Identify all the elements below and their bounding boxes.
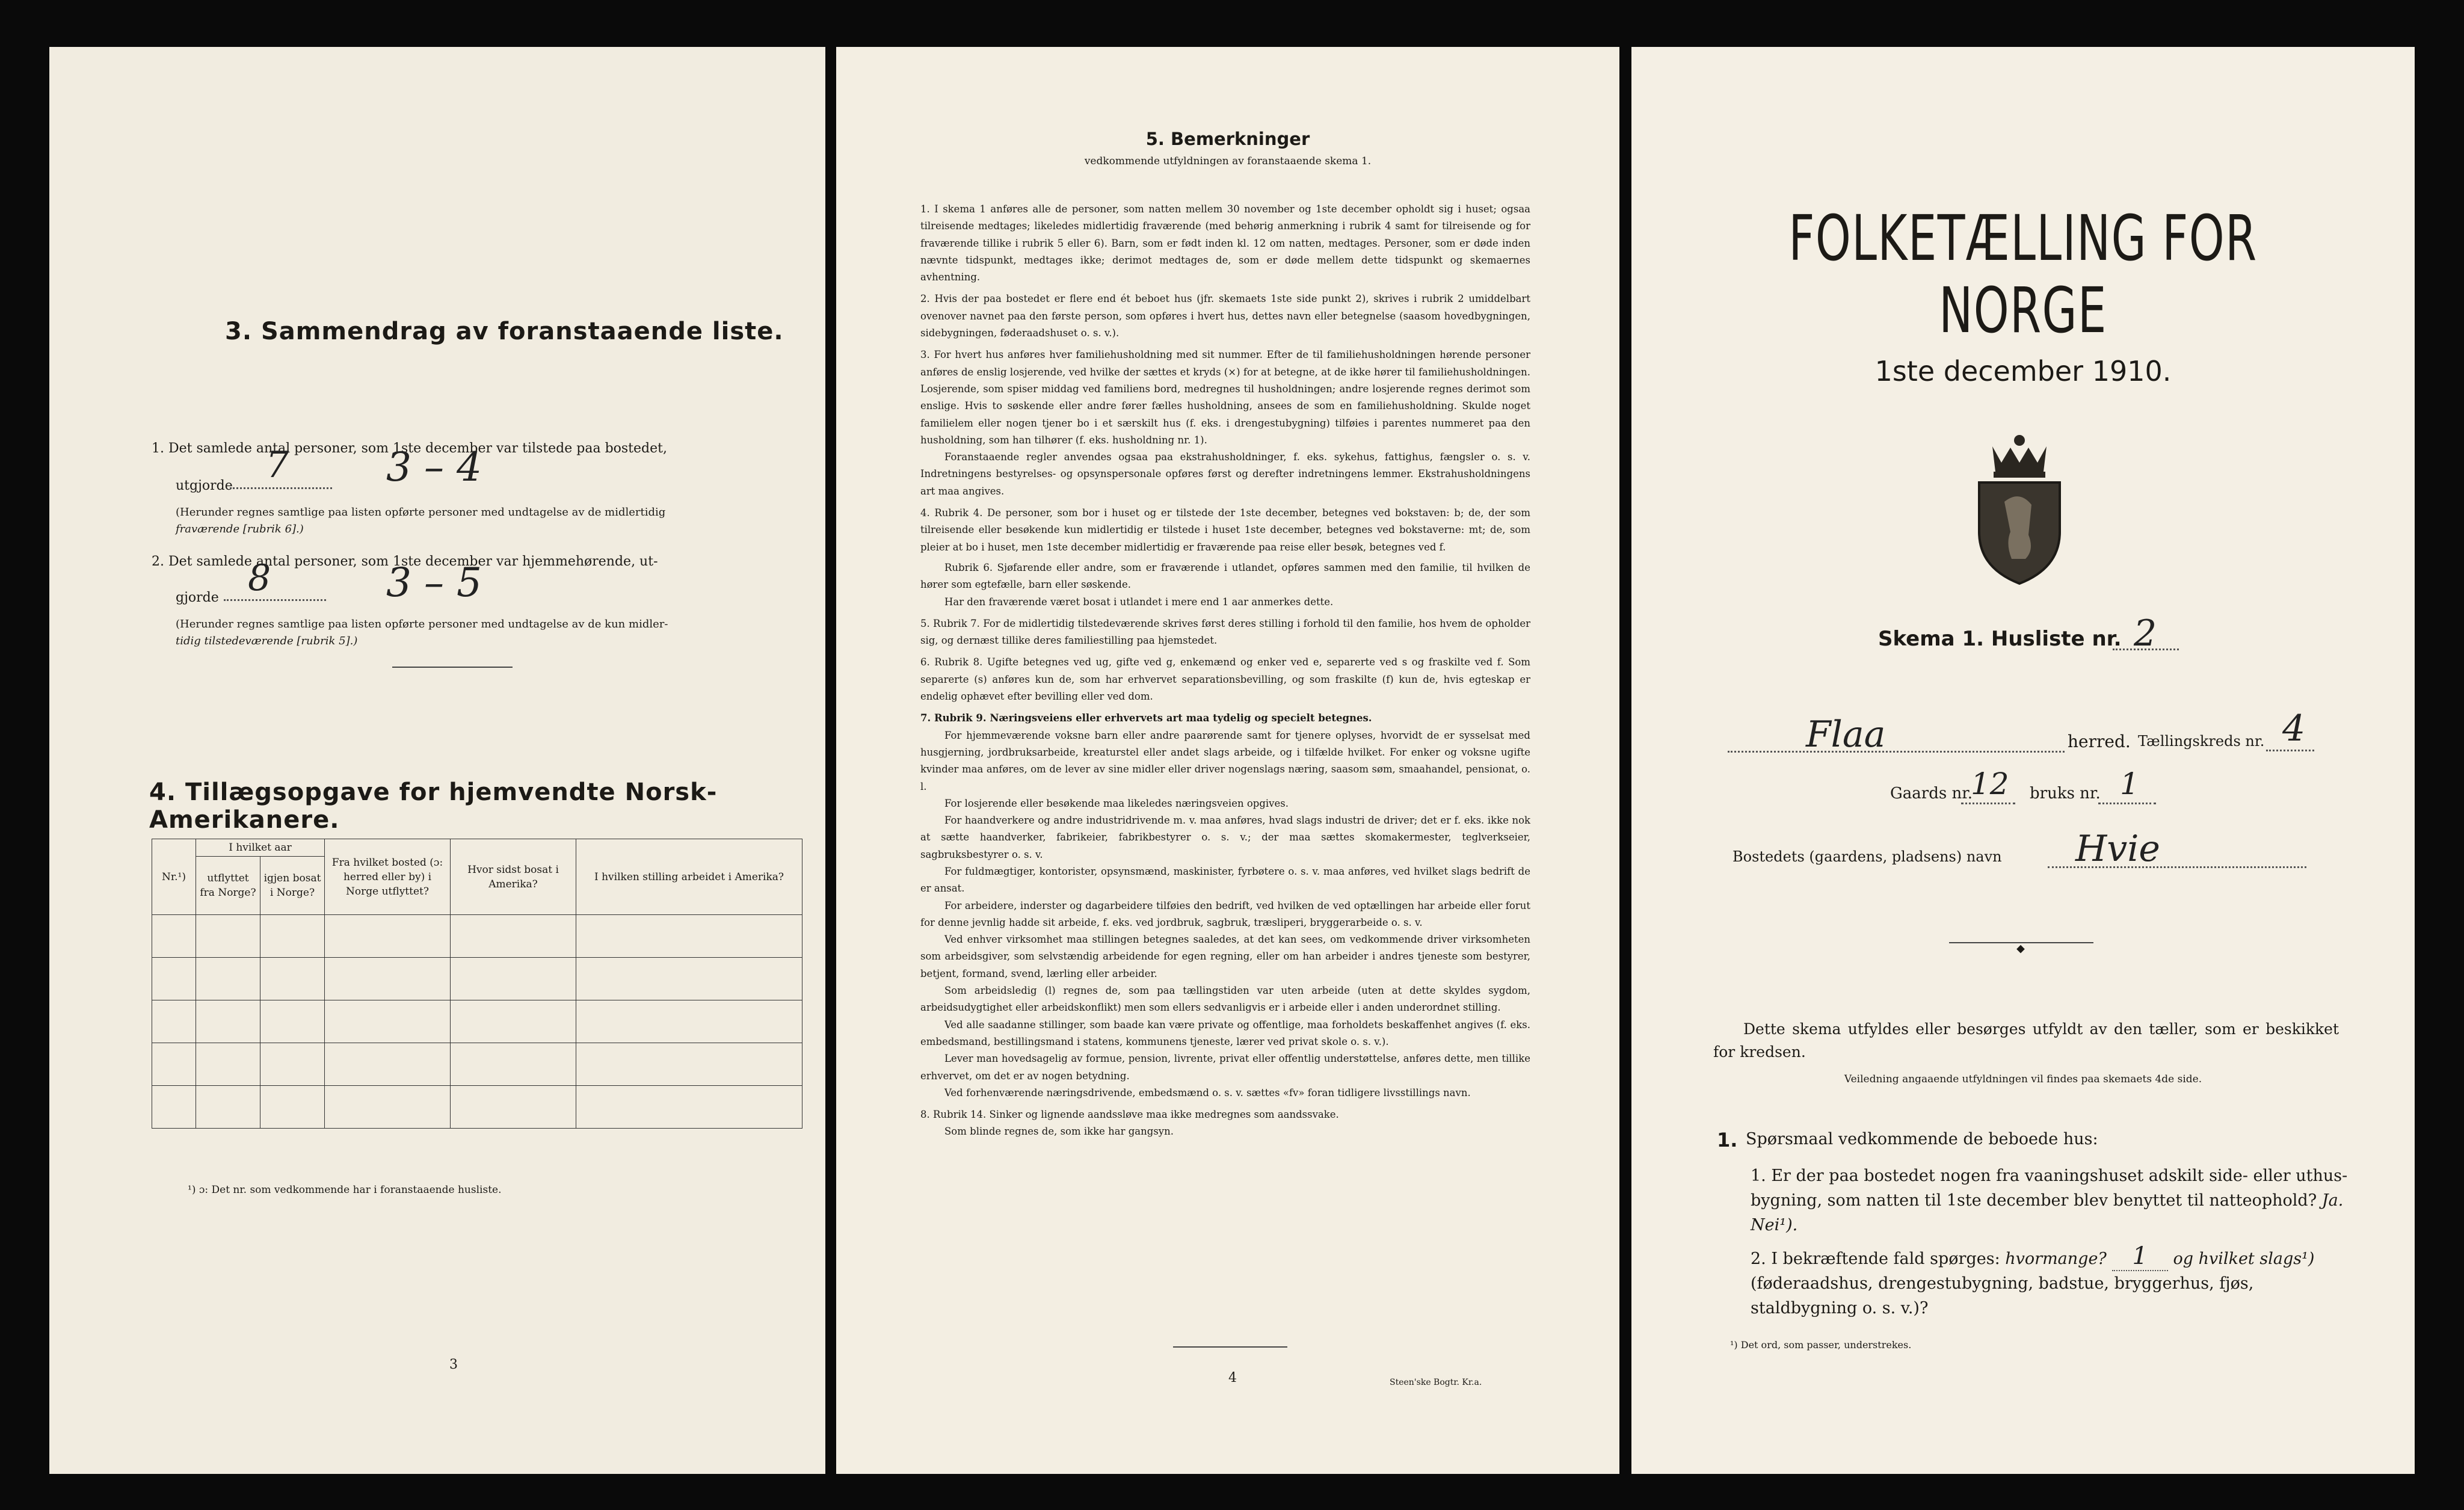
question-section-heading: Spørsmaal vedkommende de beboede hus: <box>1746 1130 2098 1148</box>
q1-text: 1. Det samlede antal personer, som 1ste december var tilstede paa bostedet, <box>152 441 667 456</box>
gaard-dotline <box>1961 803 2015 804</box>
remarks-subtitle: vedkommende utfyldningen av foranstaaende skema 1. <box>1084 155 1372 167</box>
col-fra: Fra hvilket bosted (ɔ: herred eller by) i Norge utflyttet? <box>325 839 451 915</box>
schema-label: Skema 1. Husliste nr. <box>1878 627 2122 651</box>
remarks-title: 5. Bemerkninger <box>1145 129 1310 149</box>
census-title: FOLKETÆLLING FOR NORGE <box>1788 202 2258 347</box>
krets-dotline <box>2266 750 2314 751</box>
remark-para: 4. Rubrik 4. De personer, som bor i huset og er tilstede der 1ste december, betegnes ved bokstaven: b; de, der som tilreisende eller besøkende kun midlertidig er tilstede i huset 1ste december, betegnes ved bokstaverne: mt; de, som pleier at bo i huset, men 1ste december midlertidig er fraværende paa reise eller besøk, betegnes ved f. <box>920 507 1530 553</box>
remark-para: Ved enhver virksomhet maa stillingen betegnes saaledes, at det kan sees, om vedkommende driver virksomheten som arbeidsgiver, som selvstændig arbeidende for egen regning, eller om han arbeider i andres tjeneste som bestyrer, betjent, formand, svend, lærling eller arbeider. <box>920 934 1530 979</box>
remark-para: Som arbeidsledig (l) regnes de, som paa tællingstiden var uten arbeide (uten at dette skyldes sygdom, arbeidsudygtighet eller arbeidskonflikt) men som ellers sedvanligvis er i arbeide eller i anden underordnet stilling. <box>920 985 1530 1014</box>
husliste-number: 2 <box>2134 612 2157 655</box>
remark-para: Lever man hovedsagelig av formue, pension, livrente, privat eller offentlig understøttelse, anføres dette, men tillike erhvervet, om det er av nogen betydning. <box>920 1053 1530 1082</box>
table-row <box>152 958 802 1000</box>
table-row <box>152 1043 802 1086</box>
bruk-dotline <box>2098 803 2156 804</box>
col-igjen: igjen bosat i Norge? <box>260 857 325 915</box>
q2-label: gjorde <box>176 590 219 605</box>
herred-value: Flaa <box>1806 713 1886 756</box>
mid-page-number: 4 <box>1228 1370 1237 1385</box>
bosted-value: Hvie <box>2075 828 2160 870</box>
q1-note-a: (Herunder regnes samtlige paa listen opførte personer med undtagelse av de midlertidig <box>176 506 666 519</box>
intro-text: Dette skema utfyldes eller besørges utfyldt av den tæller, som er beskikket for kredsen. <box>1713 1020 2339 1061</box>
remark-para: Rubrik 6. Sjøfarende eller andre, som er fraværende i utlandet, opføres sammen med den familie, til hvilken de hører som egtefælle, barn eller søskende. <box>920 561 1530 591</box>
remark-para: 3. For hvert hus anføres hver familiehusholdning med sit nummer. Efter de til familiehusholdningen hørende personer anføres de enslig losjerende, ved hvilke der sættes et kryds (×) for at betegne, at de ikke hører til familiehusholdningen. Losjerende, som spiser middag ved familiens bord, medregnes til husholdningen; andre losjerende regnes derimot som enslige. Hvis to søskende eller andre fører fælles husholdning, ansees de som en familiehusholdning. Skulde noget familielem eller nogen tjener bo i et særskilt hus (f. eks. i drengestubygning) tilføies i parentes nummeret paa den husholdning, som han tilhører (f. eks. husholdning nr. 1). <box>920 349 1530 446</box>
q2-note-a: (Herunder regnes samtlige paa listen opførte personer med undtagelse av de kun midler- <box>176 618 668 630</box>
remark-para: Har den fraværende været bosat i utlandet i mere end 1 aar anmerkes dette. <box>944 596 1334 608</box>
gaard-value: 12 <box>1971 766 2009 801</box>
left-page <box>49 47 825 1474</box>
intro-small: Veiledning angaaende utfyldningen vil findes paa skemaets 4de side. <box>1844 1073 2202 1085</box>
remark-para: 5. Rubrik 7. For de midlertidig tilstedeværende skrives først deres stilling i forhold til den familie, hos hvem de opholder sig, og dernæst tillike deres familiestilling paa hjemstedet. <box>920 617 1530 647</box>
question-2-options: (føderaadshus, drengestubygning, badstue, bryggerhus, fjøs, staldbygning o. s. v.)? <box>1751 1274 2254 1317</box>
q2-value: 8 <box>248 557 271 599</box>
question-1-answer: Ja. Nei¹). <box>1751 1191 2344 1234</box>
q2-dotline <box>224 599 326 601</box>
census-date: 1ste december 1910. <box>1874 355 2172 387</box>
remark-para: 6. Rubrik 8. Ugifte betegnes ved ug, gifte ved g, enkemænd og enker ved e, separerte ved s og fraskilte ved f. Som separerte (s) anføres kun de, som har erhvervet separationsbevilling, og som fraskilte (f) kun de, hvis egteskap er endelig ophævet efter bevilling eller ved dom. <box>920 656 1530 703</box>
col-nr: Nr.¹) <box>152 839 196 915</box>
q1-label: utgjorde <box>176 478 233 493</box>
coat-of-arms-icon <box>1968 430 2071 586</box>
middle-page <box>836 47 1619 1474</box>
remark-para: Ved alle saadanne stillinger, som baade kan være private og offentlige, maa forholdets beskaffenhet angives (f. eks. embedsmand, bestillingsmand i statens, kommunens tjeneste, lærer ved privat skole o. s. v.). <box>920 1018 1530 1047</box>
left-page-number: 3 <box>449 1357 458 1372</box>
krets-label: Tællingskreds nr. <box>2138 733 2265 750</box>
question-2-slags: og hvilket slags¹) <box>2173 1250 2315 1268</box>
remark-para: Ved forhenværende næringsdrivende, embedsmænd o. s. v. sættes «fv» foran tidligere livsstillings navn. <box>944 1086 1471 1099</box>
q2-note-b: tidig tilstedeværende [rubrik 5].) <box>176 635 358 647</box>
question-2-hvormange: hvormange? <box>2005 1250 2107 1268</box>
section-3-title: 3. Sammendrag av foranstaaende liste. <box>225 318 784 345</box>
question-1 <box>1751 1163 2359 1237</box>
col-utflyttet: utflyttet fra Norge? <box>196 857 260 915</box>
remark-para: 7. Rubrik 9. Næringsveiens eller erhvervets art maa tydelig og specielt betegnes. <box>920 712 1372 724</box>
col-hvor: Hvor sidst bosat i Amerika? <box>451 839 576 915</box>
bruk-value: 1 <box>2120 766 2139 801</box>
section-4-title: 4. Tillægsopgave for hjemvendte Norsk-Amerikanere. <box>149 778 718 834</box>
table-row <box>152 1000 802 1043</box>
question-2-count: 1 <box>2112 1242 2168 1271</box>
col-group-aar: I hvilket aar <box>196 839 325 857</box>
q1-note-b: fraværende [rubrik 6].) <box>176 523 304 535</box>
table-row <box>152 1086 802 1129</box>
remark-para: 1. I skema 1 anføres alle de personer, som natten mellem 30 november og 1ste december opholdt sig i huset; ogsaa tilreisende medtages; likeledes midlertidig fraværende (med behørig anmerkning i rubrik 4 samt for tilreisende og for fraværende tillike i rubrik 5 eller 6). Barn, som er født inden kl. 12 om natten, medtages. Personer, som er døde inden nævnte tidspunkt, medtages ikke; derimot medtages de, som er døde mellem dette tidspunkt og skemaernes avhentning. <box>920 203 1530 283</box>
herred-label: herred. <box>2068 732 2131 751</box>
q1-correction: 3 – 4 <box>386 444 482 490</box>
krets-value: 4 <box>2282 707 2306 750</box>
question-section-number: 1. <box>1717 1129 1738 1151</box>
q1-value: 7 <box>266 444 289 486</box>
q2-text: 2. Det samlede antal personer, som 1ste december var hjemmehørende, ut- <box>152 554 658 569</box>
question-2 <box>1751 1244 2359 1320</box>
question-2-lead: 2. I bekræftende fald spørges: <box>1751 1250 2000 1268</box>
remark-para: Som blinde regnes de, som ikke har gangsyn. <box>944 1126 1174 1138</box>
question-1-text: 1. Er der paa bostedet nogen fra vaaningshuset adskilt side- eller uthus-bygning, som natten til 1ste december blev benyttet til natteophold? <box>1751 1166 2348 1210</box>
q1-dotline <box>230 487 332 489</box>
divider <box>1173 1346 1287 1348</box>
gaard-label: Gaards nr. <box>1890 784 1973 803</box>
divider <box>392 667 513 668</box>
remark-para: For arbeidere, inderster og dagarbeidere tilføies den bedrift, ved hvilken de ved optællingen har arbeide eller forut for denne jevnlig hadde sit arbeide, f. eks. ved jordbruk, sagbruk, træsliperi, bryggerarbeide o. s. v. <box>920 899 1530 928</box>
remark-para: For hjemmeværende voksne barn eller andre paarørende samt for tjenere oplyses, hvorvidt de er sysselsat med husgjerning, jordbruksarbeide, kreaturstel eller andet slags arbeide, og i tilfælde hvilket. For enker og voksne ugifte kvinder maa anføres, om de lever av sine midler eller driver nogenslags næring, saasom søm, smaahandel, pensionat, o. l. <box>920 729 1530 792</box>
right-footnote: ¹) Det ord, som passer, understrekes. <box>1730 1339 1912 1351</box>
col-stilling: I hvilken stilling arbeidet i Amerika? <box>576 839 802 915</box>
remark-para: For losjerende eller besøkende maa likeledes næringsveien opgives. <box>944 797 1289 809</box>
remarks-body <box>920 201 1530 1141</box>
remark-para: For haandverkere og andre industridrivende m. v. maa anføres, hvad slags industri de driver; det er f. eks. ikke nok at sætte haandverker, fabrikeier, fabrikbestyrer o. s. v.; der maa sættes skomakermester, teglverkseier, sagbruksbestyrer o. s. v. <box>920 815 1530 860</box>
q2-correction: 3 – 5 <box>386 559 482 606</box>
remark-para: For fuldmægtiger, kontorister, opsynsmænd, maskinister, fyrbøtere o. s. v. maa anføres, ved hvilket slags bedrift de er ansat. <box>920 865 1530 895</box>
ornament-icon: ⬥ <box>2016 941 2025 955</box>
left-footnote: ¹) ɔ: Det nr. som vedkommende har i foranstaaende husliste. <box>188 1184 502 1196</box>
herred-dotline <box>1728 751 2065 753</box>
remark-para: 8. Rubrik 14. Sinker og lignende aandssløve maa ikke medregnes som aandssvake. <box>920 1109 1339 1121</box>
table-row <box>152 915 802 958</box>
printer-mark: Steen'ske Bogtr. Kr.a. <box>1390 1378 1482 1387</box>
norsk-amerikanere-table <box>152 839 802 1129</box>
bosted-label: Bostedets (gaardens, pladsens) navn <box>1732 848 2002 865</box>
bruk-label: bruks nr. <box>2030 784 2101 803</box>
remark-para: 2. Hvis der paa bostedet er flere end ét beboet hus (jfr. skemaets 1ste side punkt 2), skrives i rubrik 2 umiddelbart ovenover navnet paa den første person, som opføres i hvert hus, dettes navn eller betegnelse (saasom hovedbygningen, sidebygningen, føderaadshuset o. s. v.). <box>920 293 1530 339</box>
right-page <box>1631 47 2415 1474</box>
remark-para: Foranstaaende regler anvendes ogsaa paa ekstrahusholdninger, f. eks. sykehus, fattighus, fængsler o. s. v. Indretningens bestyrelses- og opsynspersonale opføres først og derefter indretningens lemmer. Ekstrahusholdningens art maa angives. <box>920 451 1530 497</box>
